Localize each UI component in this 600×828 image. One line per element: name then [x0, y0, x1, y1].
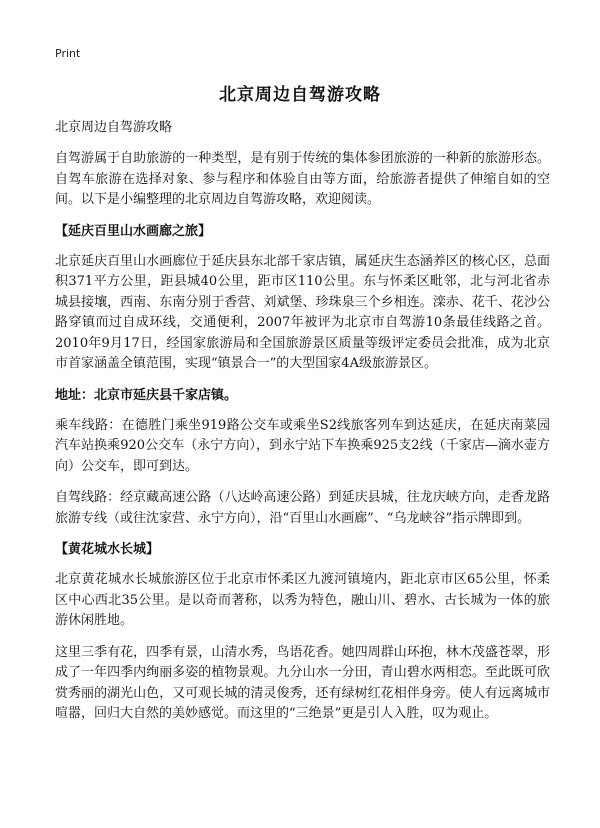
section-yanqing [55, 222, 550, 375]
page-title: 北京周边自驾游攻略 [219, 85, 381, 105]
intro-paragraph: 自驾游属于自助旅游的一种类型，是有别于传统的集体参团旅游的一种新的旅游形态。自驾车旅游在选择对象、参与程序和体验自由等方面，给旅游者提供了伸缩自如的空间。以下是小编整理的北京周边自驾游攻略，欢迎阅读。 [55, 151, 550, 207]
section-heading: 【延庆百里山水画廊之旅】 [55, 223, 212, 239]
section-paragraph: 这里三季有花，四季有景，山清水秀，鸟语花香。她四周群山环抱，林木茂盛苍翠，形成了一年四季内绚丽多姿的植物景观。九分山水一分田，青山碧水两相恋。至此既可欣赏秀丽的湖光山色，又可观长城的清灵俊秀，还有绿树红花相伴身旁。使人有远离城市喧嚣，回归大自然的美妙感觉。而这里的“三绝景”更是引人入胜，叹为观止。 [55, 644, 550, 721]
section-paragraph: 乘车线路：在德胜门乘坐919路公交车或乘坐S2线旅客列车到达延庆，在延庆南菜园汽车站换乘920公交车（永宁方向），到永宁站下车换乘925支2线（千家店—滴水壶方向）公交车，即可到达。 [55, 417, 550, 474]
section-heading: 地址：北京市延庆县千家店镇。 [55, 387, 238, 403]
section-heading: 【黄花城水长城】 [55, 542, 160, 557]
article-body [55, 118, 550, 736]
section-paragraph: 北京延庆百里山水画廊位于延庆县东北部千家店镇，属延庆生态涵养区的核心区，总面积371平方公里，距县城40公里，距市区110公里。东与怀柔区毗邻，北与河北省赤城县接壤，西南、东南分别于香营、刘斌堡、珍珠泉三个乡相连。滦赤、花千、花沙公路穿镇而过自成环线，交通便利，2007年被评为北京市自驾游10条最佳线路之首。2010年9月17日，经国家旅游局和全国旅游景区质量等级评定委员会批准，成为北京市首家涵盖全镇范围，实现“镇景合一”的大型国家4A级旅游景区。 [55, 253, 550, 371]
section-paragraph: 自驾线路：经京藏高速公路（八达岭高速公路）到延庆县城，往龙庆峡方向，走香龙路旅游专线（或往沈家营、永宁方向），沿“百里山水画廊”、“乌龙峡谷”指示牌即到。 [55, 490, 550, 526]
section-huanghuacheng [55, 540, 550, 725]
article-subtitle: 北京周边自驾游攻略 [55, 120, 173, 135]
section-address [55, 386, 550, 530]
section-paragraph: 北京黄花城水长城旅游区位于北京市怀柔区九渡河镇境内，距北京市区65公里，怀柔区中心西北35公里。是以奇而著称，以秀为特色，融山川、碧水、古长城为一体的旅游休闲胜地。 [55, 572, 550, 628]
print-link[interactable]: Print [55, 47, 81, 60]
